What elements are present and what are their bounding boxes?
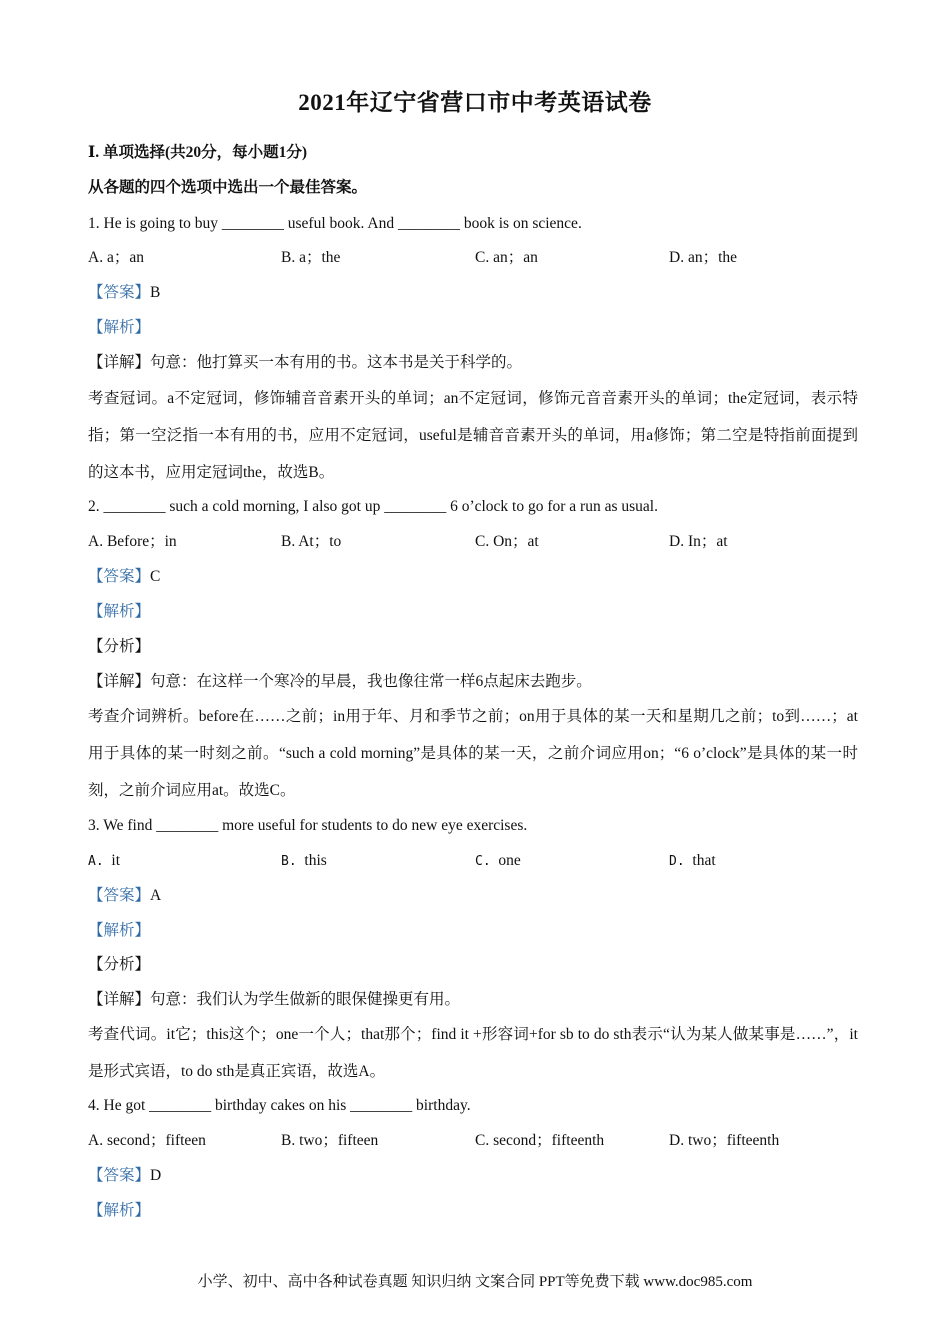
q1-explanation: 考查冠词。a不定冠词，修饰辅音音素开头的单词；an不定冠词，修饰元音音素开头的单词；the定冠词，表示特指；第一空泛指一本有用的书，应用不定冠词，useful是辅音音素开头的单词，用a修饰；第二空是特指前面提到的这本书，应用定冠词the，故选B。 bbox=[88, 390, 858, 481]
section-instruction: 从各题的四个选项中选出一个最佳答案。 bbox=[88, 179, 368, 196]
q2-option-b: B. At；to bbox=[281, 533, 342, 550]
q4-analysis-label: 【解析】 bbox=[88, 1202, 151, 1219]
q2-detail-text: 句意：在这样一个寒冷的早晨，我也像往常一样6点起床去跑步。 bbox=[150, 673, 592, 690]
q3-option-b: B. this bbox=[281, 852, 327, 869]
q2-answer bbox=[88, 567, 160, 587]
answer-label: 【答案】 bbox=[88, 887, 151, 904]
page-footer: 小学、初中、高中各种试卷真题 知识归纳 文案合同 PPT等免费下载 www.doc985.com bbox=[197, 1274, 753, 1290]
q2-detail bbox=[88, 672, 592, 692]
q1-detail-text: 句意：他打算买一本有用的书。这本书是关于科学的。 bbox=[150, 354, 523, 371]
q1-detail bbox=[88, 353, 522, 373]
q4-option-b: B. two；fifteen bbox=[281, 1132, 379, 1149]
question-1-stem: 1. He is going to buy ________ useful book. And ________ book is on science. bbox=[88, 215, 582, 232]
detail-label: 【详解】 bbox=[88, 991, 151, 1008]
q3-detail-text: 句意：我们认为学生做新的眼保健操更有用。 bbox=[150, 991, 461, 1008]
q1-option-c: C. an；an bbox=[475, 249, 538, 266]
q1-option-b: B. a；the bbox=[281, 249, 341, 266]
q3-detail bbox=[88, 990, 460, 1010]
q1-analysis-label: 【解析】 bbox=[88, 319, 151, 336]
q3-explanation: 考查代词。it它；this这个；one一个人；that那个；find it +形容词+for sb to do sth表示“认为某人做某事是……”，it是形式宾语，to do sth是真正宾语，故选A。 bbox=[88, 1026, 858, 1080]
section-heading: Ⅰ. 单项选择(共20分，每小题1分) bbox=[88, 144, 308, 161]
detail-label: 【详解】 bbox=[88, 354, 151, 371]
q3-option-a: A. it bbox=[88, 852, 121, 869]
q1-answer bbox=[88, 283, 160, 303]
q2-option-d: D. In；at bbox=[669, 533, 728, 550]
q3-analysis-label: 【解析】 bbox=[88, 922, 151, 939]
q3-option-d: D. that bbox=[669, 852, 716, 869]
q2-answer-value: C bbox=[150, 568, 161, 585]
q4-option-c: C. second；fifteenth bbox=[475, 1132, 605, 1149]
q4-answer-value: D bbox=[150, 1167, 162, 1184]
q3-answer-value: A bbox=[150, 887, 162, 904]
q2-fenxi-label: 【分析】 bbox=[88, 638, 151, 655]
q2-option-c: C. On；at bbox=[475, 533, 539, 550]
q4-option-a: A. second；fifteen bbox=[88, 1132, 206, 1149]
page-title: 2021年辽宁省营口市中考英语试卷 bbox=[298, 90, 652, 115]
question-4-stem: 4. He got ________ birthday cakes on his ________ birthday. bbox=[88, 1097, 471, 1114]
q1-option-d: D. an；the bbox=[669, 249, 738, 266]
detail-label: 【详解】 bbox=[88, 673, 151, 690]
q1-answer-value: B bbox=[150, 284, 161, 301]
answer-label: 【答案】 bbox=[88, 568, 151, 585]
q2-explanation: 考查介词辨析。before在……之前；in用于年、月和季节之前；on用于具体的某一天和星期几之前；to到……；at用于具体的某一时刻之前。“such a cold morning”是具体的某一天，之前介词应用on；“6 o’clock”是具体的某一时刻，之前介词应用at。故选C。 bbox=[88, 708, 858, 799]
q3-option-c: C. one bbox=[475, 852, 521, 869]
q4-option-d: D. two；fifteenth bbox=[669, 1132, 780, 1149]
question-2-stem: 2. ________ such a cold morning, I also got up ________ 6 o’clock to go for a run as usual. bbox=[88, 498, 658, 515]
q2-option-a: A. Before；in bbox=[88, 533, 177, 550]
question-3-stem: 3. We find ________ more useful for students to do new eye exercises. bbox=[88, 817, 528, 834]
q4-answer bbox=[88, 1166, 161, 1186]
q2-analysis-label: 【解析】 bbox=[88, 603, 151, 620]
q1-option-a: A. a；an bbox=[88, 249, 144, 266]
q3-answer bbox=[88, 886, 161, 906]
answer-label: 【答案】 bbox=[88, 284, 151, 301]
q3-fenxi-label: 【分析】 bbox=[88, 956, 151, 973]
answer-label: 【答案】 bbox=[88, 1167, 151, 1184]
